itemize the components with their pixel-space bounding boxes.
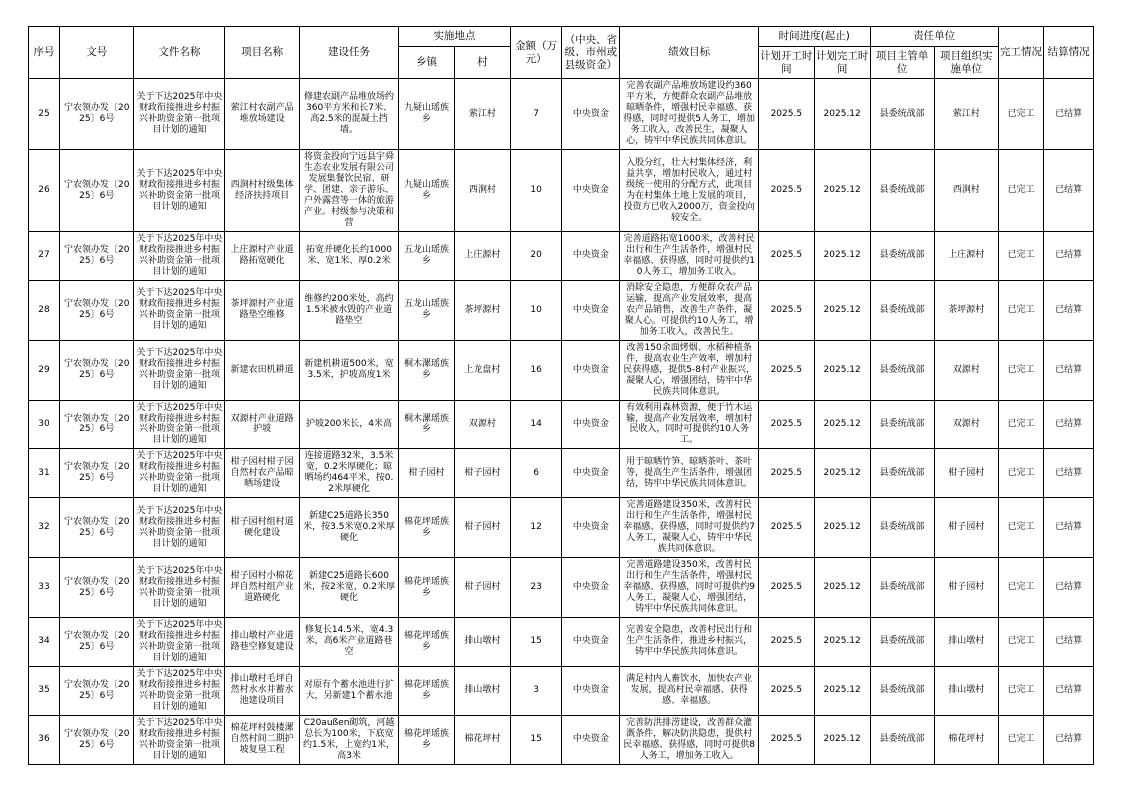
cell-task: 新建C25道路长350米，按3.5米宽0.2米厚硬化 [299,498,398,558]
cell-unit-impl: 萦江村 [934,79,998,150]
cell-unit-impl: 排山墩村 [934,617,998,666]
header-completion: 完工情况 [998,27,1043,79]
cell-unit-impl: 柑子园村 [934,498,998,558]
cell-seq: 26 [29,150,60,232]
cell-unit-impl: 棉花坪村 [934,715,998,764]
cell-town: 五龙山瑶族乡 [399,280,455,340]
cell-plan-start: 2025.5 [758,715,814,764]
cell-amount: 16 [510,340,562,400]
cell-plan-start: 2025.5 [758,79,814,150]
cell-village: 上龙盘村 [454,340,510,400]
cell-unit-main: 县委统战部 [870,449,934,498]
cell-plan-start: 2025.5 [758,617,814,666]
cell-plan-end: 2025.12 [814,79,870,150]
cell-town: 五龙山瑶族乡 [399,231,455,280]
cell-unit-impl: 茶坪源村 [934,280,998,340]
cell-seq: 29 [29,340,60,400]
cell-performance: 完善道路拓宽1000米，改善村民出行和生产生活条件，增强村民幸福感、获得感，同时可提供约10人务工，增加务工收入。 [620,231,759,280]
cell-village: 排山墩村 [454,617,510,666]
cell-unit-main: 县委统战部 [870,280,934,340]
header-project-name: 项目名称 [225,27,299,79]
cell-task: 修复长14.5米，宽4.3米，高6米产业道路巷空 [299,617,398,666]
cell-completion: 已完工 [998,666,1043,715]
table-row [29,231,1094,280]
cell-amount: 10 [510,150,562,232]
cell-doc-no: 宁农领办发〔2025〕6号 [60,231,134,280]
cell-completion: 已完工 [998,150,1043,232]
cell-village: 上庄源村 [454,231,510,280]
cell-performance: 完善农副产品堆放场建设约360平方米，方便群众农副产品堆放晾晒条件，增强村民幸福感、获得感，同时可提供5人务工，增加务工收入，改善民生，凝聚人心，铸牢中华民族共同体意识。 [620,79,759,150]
cell-settlement: 已结算 [1044,79,1094,150]
cell-unit-impl: 上庄源村 [934,231,998,280]
table-header [29,27,1094,79]
cell-amount: 6 [510,449,562,498]
cell-plan-end: 2025.12 [814,280,870,340]
cell-completion: 已完工 [998,558,1043,618]
cell-file-name: 关于下达2025年中央财政衔接推进乡村振兴补助资金第一批项目计划的通知 [134,666,225,715]
cell-performance: 完善道路建设350米，改善村民出行和生产生活条件，增强村民幸福感、获得感，同时可提供约7人务工，凝聚人心，铸牢中华民族共同体意识。 [620,498,759,558]
cell-plan-end: 2025.12 [814,400,870,449]
table-row [29,558,1094,618]
cell-plan-end: 2025.12 [814,617,870,666]
cell-settlement: 已结算 [1044,231,1094,280]
header-plan-end: 计划完工时间 [814,46,870,79]
cell-doc-no: 宁农领办发〔2025〕6号 [60,498,134,558]
cell-task: 维修约200米处，高约1.5米被水毁的产业道路垫空 [299,280,398,340]
cell-settlement: 已结算 [1044,449,1094,498]
cell-doc-no: 宁农领办发〔2025〕6号 [60,280,134,340]
cell-amount: 7 [510,79,562,150]
cell-source: 中央资金 [562,231,620,280]
table-row [29,340,1094,400]
cell-village: 茶坪源村 [454,280,510,340]
cell-file-name: 关于下达2025年中央财政衔接推进乡村振兴补助资金第一批项目计划的通知 [134,449,225,498]
cell-town: 桐木漯瑶族乡 [399,340,455,400]
cell-performance: 用于晾晒竹笋、晾晒茶叶、茶叶等，提高生产生活条件，增强团结，铸牢中华民族共同体意识。 [620,449,759,498]
cell-project-name: 棉花坪村鼓楼漯自然村间二期护坡复垦工程 [225,715,299,764]
cell-task: 新建机耕道500米，宽3.5米，护坡高度1米 [299,340,398,400]
cell-performance: 改善150余面烤烟、水稻种植条件，提高农业生产效率，增加村民获得感，提供5-8村产业振兴，凝聚人心，增强团结，铸牢中华民族共同体意识。 [620,340,759,400]
cell-project-name: 上庄源村产业道路拓宽硬化 [225,231,299,280]
cell-unit-main: 县委统战部 [870,79,934,150]
table-row [29,715,1094,764]
header-amount: 金额（万元） [510,27,562,79]
cell-doc-no: 宁农领办发〔2025〕6号 [60,617,134,666]
cell-town: 棉花坪瑶族乡 [399,558,455,618]
cell-task: 修建农副产品堆放场约360平方米和长7米、高2.5米的混凝土挡墙。 [299,79,398,150]
cell-file-name: 关于下达2025年中央财政衔接推进乡村振兴补助资金第一批项目计划的通知 [134,231,225,280]
cell-task: C20außen砌筑，河越总长为100米，下底宽约1.5米，上宽约1米，高3米 [299,715,398,764]
cell-settlement: 已结算 [1044,617,1094,666]
cell-task: 新建C25道路长600米，按2米宽，0.2米厚硬化 [299,558,398,618]
cell-source: 中央资金 [562,79,620,150]
cell-town: 九疑山瑶族乡 [399,150,455,232]
cell-settlement: 已结算 [1044,340,1094,400]
cell-plan-start: 2025.5 [758,558,814,618]
header-task: 建设任务 [299,27,398,79]
cell-source: 中央资金 [562,558,620,618]
cell-doc-no: 宁农领办发〔2025〕6号 [60,558,134,618]
header-performance: 绩效目标 [620,27,759,79]
cell-plan-end: 2025.12 [814,231,870,280]
cell-file-name: 关于下达2025年中央财政衔接推进乡村振兴补助资金第一批项目计划的通知 [134,150,225,232]
cell-unit-main: 县委统战部 [870,666,934,715]
cell-file-name: 关于下达2025年中央财政衔接推进乡村振兴补助资金第一批项目计划的通知 [134,715,225,764]
cell-file-name: 关于下达2025年中央财政衔接推进乡村振兴补助资金第一批项目计划的通知 [134,617,225,666]
cell-seq: 34 [29,617,60,666]
cell-performance: 完善安全隐患，改善村民出行和生产生活条件，推进乡村振兴，铸牢中华民族共同体意识。 [620,617,759,666]
header-unit-group: 责任单位 [870,27,998,47]
cell-plan-start: 2025.5 [758,280,814,340]
cell-unit-main: 县委统战部 [870,400,934,449]
cell-town: 柑子园村 [399,449,455,498]
cell-unit-main: 县委统战部 [870,150,934,232]
cell-performance: 入股分红，壮大村集体经济，利益共享，增加村民收入，通过村级统一使用的分配方式，此项目为在村集体土地上发展的项目，投资方已收入2000万，资金投向较安全。 [620,150,759,232]
cell-doc-no: 宁农领办发〔2025〕6号 [60,340,134,400]
cell-file-name: 关于下达2025年中央财政衔接推进乡村振兴补助资金第一批项目计划的通知 [134,558,225,618]
table-row [29,666,1094,715]
table-row [29,400,1094,449]
cell-source: 中央资金 [562,280,620,340]
cell-source: 中央资金 [562,449,620,498]
header-row-1 [29,27,1094,47]
cell-completion: 已完工 [998,498,1043,558]
cell-amount: 14 [510,400,562,449]
cell-plan-start: 2025.5 [758,150,814,232]
cell-settlement: 已结算 [1044,666,1094,715]
header-plan-start: 计划开工时间 [758,46,814,79]
header-source: （中央、省级、市州或县级资金） [562,27,620,79]
cell-unit-impl: 西涧村 [934,150,998,232]
cell-file-name: 关于下达2025年中央财政衔接推进乡村振兴补助资金第一批项目计划的通知 [134,498,225,558]
cell-file-name: 关于下达2025年中央财政衔接推进乡村振兴补助资金第一批项目计划的通知 [134,280,225,340]
cell-plan-end: 2025.12 [814,558,870,618]
header-unit-main: 项目主管单位 [870,46,934,79]
cell-plan-start: 2025.5 [758,400,814,449]
cell-village: 萦江村 [454,79,510,150]
cell-unit-impl: 柑子园村 [934,449,998,498]
cell-amount: 10 [510,280,562,340]
cell-project-name: 排山墩村毛坪自然村水水井蓄水池建设项目 [225,666,299,715]
cell-amount: 23 [510,558,562,618]
cell-settlement: 已结算 [1044,498,1094,558]
cell-unit-impl: 排山墩村 [934,666,998,715]
cell-plan-end: 2025.12 [814,498,870,558]
cell-file-name: 关于下达2025年中央财政衔接推进乡村振兴补助资金第一批项目计划的通知 [134,340,225,400]
cell-seq: 27 [29,231,60,280]
header-settlement: 结算情况 [1044,27,1094,79]
cell-task: 拓宽并硬化长约1000米、宽1米、厚0.2米 [299,231,398,280]
table-row [29,150,1094,232]
cell-source: 中央资金 [562,715,620,764]
project-plan-table [28,26,1094,765]
cell-file-name: 关于下达2025年中央财政衔接推进乡村振兴补助资金第一批项目计划的通知 [134,79,225,150]
cell-settlement: 已结算 [1044,400,1094,449]
cell-project-name: 柑子园村柑子园自然村农产品晾晒场建设 [225,449,299,498]
cell-seq: 35 [29,666,60,715]
cell-village: 柑子园村 [454,558,510,618]
cell-task: 对原有个蓄水池进行扩大，另新建1个蓄水池 [299,666,398,715]
cell-unit-main: 县委统战部 [870,498,934,558]
cell-project-name: 新建农田机耕道 [225,340,299,400]
cell-settlement: 已结算 [1044,280,1094,340]
header-unit-impl: 项目组织实施单位 [934,46,998,79]
cell-amount: 15 [510,715,562,764]
cell-amount: 3 [510,666,562,715]
cell-town: 九疑山瑶族乡 [399,79,455,150]
cell-village: 双源村 [454,400,510,449]
cell-settlement: 已结算 [1044,715,1094,764]
cell-doc-no: 宁农领办发〔2025〕6号 [60,150,134,232]
cell-seq: 25 [29,79,60,150]
cell-town: 棉花坪瑶族乡 [399,666,455,715]
cell-plan-end: 2025.12 [814,715,870,764]
header-town: 乡镇 [399,46,455,79]
cell-file-name: 关于下达2025年中央财政衔接推进乡村振兴补助资金第一批项目计划的通知 [134,400,225,449]
cell-doc-no: 宁农领办发〔2025〕6号 [60,666,134,715]
cell-completion: 已完工 [998,449,1043,498]
cell-unit-main: 县委统战部 [870,558,934,618]
cell-plan-start: 2025.5 [758,449,814,498]
cell-settlement: 已结算 [1044,558,1094,618]
cell-source: 中央资金 [562,498,620,558]
cell-doc-no: 宁农领办发〔2025〕6号 [60,449,134,498]
cell-settlement: 已结算 [1044,150,1094,232]
cell-amount: 15 [510,617,562,666]
cell-village: 排山墩村 [454,666,510,715]
cell-unit-impl: 双源村 [934,400,998,449]
cell-source: 中央资金 [562,617,620,666]
cell-doc-no: 宁农领办发〔2025〕6号 [60,79,134,150]
cell-town: 桐木漯瑶族乡 [399,400,455,449]
cell-source: 中央资金 [562,666,620,715]
cell-town: 棉花坪瑶族乡 [399,715,455,764]
cell-seq: 32 [29,498,60,558]
table-row [29,280,1094,340]
cell-task: 护坡200米长，4米高 [299,400,398,449]
cell-completion: 已完工 [998,340,1043,400]
cell-seq: 31 [29,449,60,498]
cell-unit-main: 县委统战部 [870,617,934,666]
cell-village: 柑子园村 [454,498,510,558]
cell-plan-end: 2025.12 [814,150,870,232]
cell-amount: 20 [510,231,562,280]
cell-village: 西涧村 [454,150,510,232]
cell-completion: 已完工 [998,79,1043,150]
cell-town: 棉花坪瑶族乡 [399,498,455,558]
cell-plan-start: 2025.5 [758,666,814,715]
cell-town: 棉花坪瑶族乡 [399,617,455,666]
cell-performance: 有效利用森林资源，便于竹木运输，提高产业发展效率，增加村民收入，同时可提供约10人务工。 [620,400,759,449]
cell-performance: 消除安全隐患，方便群众农产品运输，提高产业发展效率，提高农产品销售，改善生产条件，凝聚人心。可提供约10人务工，增加务工收入，改善民生。 [620,280,759,340]
cell-plan-start: 2025.5 [758,498,814,558]
table-row [29,498,1094,558]
cell-plan-start: 2025.5 [758,340,814,400]
header-time-group: 时间进度(起止) [758,27,870,47]
cell-unit-impl: 双源村 [934,340,998,400]
cell-plan-end: 2025.12 [814,449,870,498]
cell-project-name: 排山墩村产业道路巷空修复建设 [225,617,299,666]
cell-village: 柑子园村 [454,449,510,498]
cell-plan-end: 2025.12 [814,666,870,715]
header-file-name: 文件名称 [134,27,225,79]
cell-project-name: 萦江村农副产品堆放场建设 [225,79,299,150]
cell-unit-impl: 柑子园村 [934,558,998,618]
cell-task: 将资金投向宁远县宇舜生态农业发展有限公司发展集餐饮民宿、研学、团建、亲子游乐、户外露营等一体的旅游产业。村级参与决策和营 [299,150,398,232]
cell-unit-main: 县委统战部 [870,715,934,764]
cell-completion: 已完工 [998,231,1043,280]
cell-project-name: 茶坪源村产业道路垫空维修 [225,280,299,340]
table-row [29,617,1094,666]
cell-source: 中央资金 [562,400,620,449]
cell-seq: 36 [29,715,60,764]
header-seq: 序号 [29,27,60,79]
cell-performance: 满足村内人畜饮水，加快农产业发展，提高村民幸福感、获得感、幸福感。 [620,666,759,715]
cell-completion: 已完工 [998,617,1043,666]
cell-amount: 12 [510,498,562,558]
cell-unit-main: 县委统战部 [870,340,934,400]
cell-source: 中央资金 [562,340,620,400]
table-row [29,79,1094,150]
header-location-group: 实施地点 [399,27,511,47]
cell-completion: 已完工 [998,715,1043,764]
cell-village: 棉花坪村 [454,715,510,764]
cell-project-name: 双源村产业道路护坡 [225,400,299,449]
header-village: 村 [454,46,510,79]
cell-doc-no: 宁农领办发〔2025〕6号 [60,400,134,449]
cell-project-name: 西涧村村级集体经济扶持项目 [225,150,299,232]
table-row [29,449,1094,498]
header-doc-no: 文号 [60,27,134,79]
cell-doc-no: 宁农领办发〔2025〕6号 [60,715,134,764]
cell-plan-start: 2025.5 [758,231,814,280]
cell-project-name: 柑子园村小棉花坪自然村组产业道路硬化 [225,558,299,618]
cell-unit-main: 县委统战部 [870,231,934,280]
cell-seq: 28 [29,280,60,340]
cell-seq: 33 [29,558,60,618]
cell-completion: 已完工 [998,280,1043,340]
cell-source: 中央资金 [562,150,620,232]
cell-task: 连接道路32米，3.5米宽，0.2米厚硬化；晾晒场约464平米，按0.2米厚硬化 [299,449,398,498]
cell-plan-end: 2025.12 [814,340,870,400]
cell-performance: 完善道路建设350米，改善村民出行和生产生活条件，增强村民幸福感、获得感，同时可提供约9人务工，凝聚人心，增强团结，铸牢中华民族共同体意识。 [620,558,759,618]
cell-performance: 完善防洪排涝建设，改善群众灌溉条件，解决防洪隐患，提供村民幸福感、获得感，同时可提供8人务工，增加务工收入。 [620,715,759,764]
cell-seq: 30 [29,400,60,449]
cell-completion: 已完工 [998,400,1043,449]
cell-project-name: 柑子园村组村道硬化建设 [225,498,299,558]
table-body [29,79,1094,764]
